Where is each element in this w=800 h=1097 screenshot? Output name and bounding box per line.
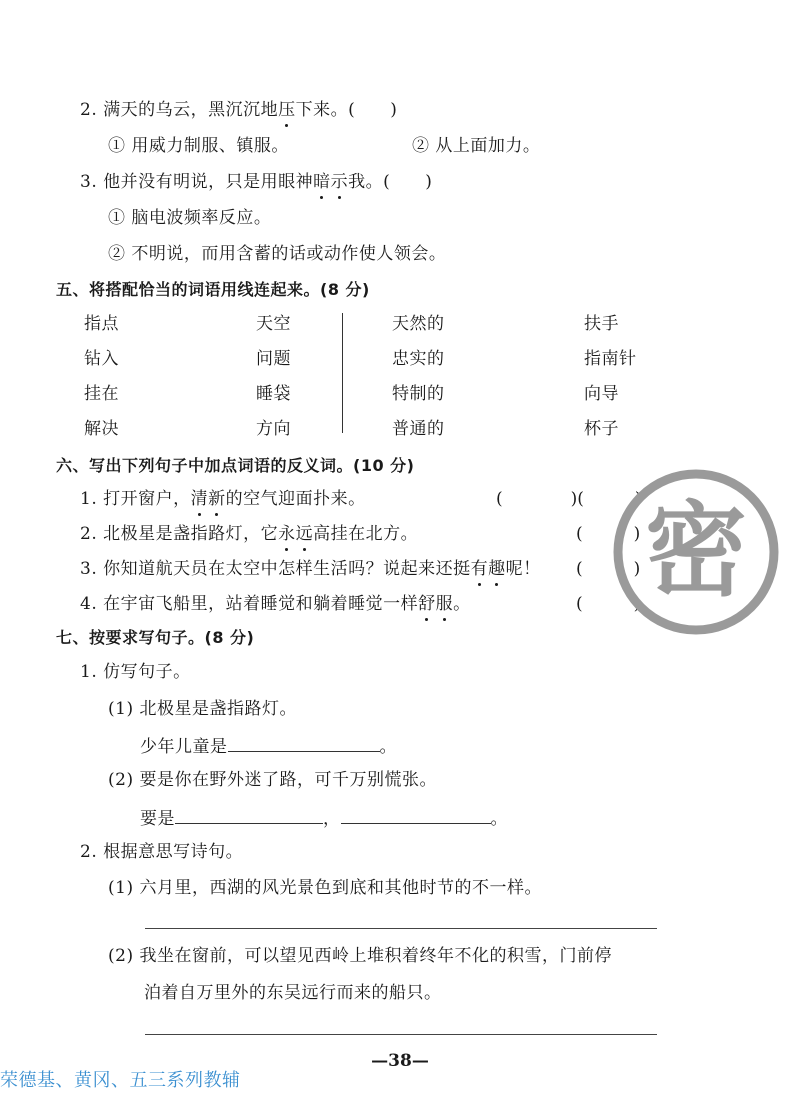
dotted-char: 服 xyxy=(435,594,454,614)
dotted-char: 清 xyxy=(190,489,209,509)
answer-line[interactable] xyxy=(145,928,657,929)
answer-blank[interactable] xyxy=(341,805,491,824)
q7-1-1-answer: 少年儿童是 。 xyxy=(140,733,397,758)
match-col2-item: 天空 xyxy=(256,314,291,334)
answer-blank[interactable] xyxy=(228,733,380,752)
page-number: —38— xyxy=(371,1051,429,1071)
match-col2-item: 睡袋 xyxy=(256,384,291,404)
match-col4-item: 指南针 xyxy=(584,349,637,369)
match-col4-item: 杯子 xyxy=(584,419,619,439)
q7-1-2-prompt: (2) 要是你在野外迷了路，可千万别慌张。 xyxy=(108,770,437,790)
q7-2-2-prompt-line2: 泊着自万里外的东吴远行而来的船只。 xyxy=(144,983,442,1003)
stamp-glyph: 密 xyxy=(645,492,747,611)
answer-parens[interactable]: ( ) xyxy=(576,594,641,614)
sentence-4: 4. 在宇宙飞船里，站着睡觉和躺着睡觉一样舒服。 xyxy=(80,594,471,614)
dotted-char: 趣 xyxy=(488,559,506,579)
dotted-char: 压 xyxy=(278,100,296,120)
dotted-char: 舒 xyxy=(418,594,436,614)
q7-2-2-prompt-line1: (2) 我坐在窗前，可以望见西岭上堆积着终年不化的积雪，门前停 xyxy=(108,946,612,966)
q7-2-title: 2. 根据意思写诗句。 xyxy=(80,842,244,862)
answer-parens[interactable]: ( ) xyxy=(576,559,641,579)
answer-parens[interactable]: ( )( ) xyxy=(496,489,642,509)
match-col2-item: 问题 xyxy=(256,349,291,369)
publisher-footer: 荣德基、黄冈、五三系列教辅 xyxy=(0,1070,241,1091)
match-col4-item: 向导 xyxy=(584,384,619,404)
dotted-char: 新 xyxy=(208,489,226,509)
dotted-char: 永 xyxy=(278,524,296,544)
answer-blank[interactable] xyxy=(175,805,323,824)
q2-option-1: ① 用威力制服、镇服。 xyxy=(108,136,289,156)
match-col1-item: 解决 xyxy=(84,419,119,439)
section7-heading: 七、按要求写句子。(8 分) xyxy=(56,628,255,647)
q2-line: 2. 满天的乌云，黑沉沉地压下来。( ) xyxy=(80,100,398,120)
q7-1-1-prompt: (1) 北极星是盏指路灯。 xyxy=(108,699,297,719)
section5-heading: 五、将搭配恰当的词语用线连起来。(8 分) xyxy=(56,280,370,299)
match-col1-item: 钻入 xyxy=(84,349,119,369)
section6-heading: 六、写出下列句子中加点词语的反义词。(10 分) xyxy=(56,456,415,475)
q7-1-2-answer: 要是 ， 。 xyxy=(140,805,508,830)
q7-2-1-prompt: (1) 六月里，西湖的风光景色到底和其他时节的不一样。 xyxy=(108,878,542,898)
q3-option-2: ② 不明说，而用含蓄的话或动作使人领会。 xyxy=(108,244,447,264)
sentence-2: 2. 北极星是盏指路灯，它永远高挂在北方。 xyxy=(80,524,419,544)
q3-line: 3. 他并没有明说，只是用眼神暗示我。( ) xyxy=(80,172,433,192)
sentence-1: 1. 打开窗户，清新的空气迎面扑来。 xyxy=(80,489,366,509)
match-col3-item: 普通的 xyxy=(392,419,445,439)
dotted-char: 示 xyxy=(330,172,349,192)
dotted-char: 有 xyxy=(470,559,489,579)
q7-1-title: 1. 仿写句子。 xyxy=(80,662,191,682)
match-col3-item: 忠实的 xyxy=(392,349,445,369)
sentence-3: 3. 你知道航天员在太空中怎样生活吗？说起来还挺有趣呢！ xyxy=(80,559,541,579)
q3-option-1: ① 脑电波频率反应。 xyxy=(108,208,272,228)
dotted-char: 暗 xyxy=(313,172,331,192)
dotted-char: 远 xyxy=(295,524,314,544)
answer-line[interactable] xyxy=(145,1034,657,1035)
match-col1-item: 指点 xyxy=(84,314,119,334)
match-col2-item: 方向 xyxy=(256,419,291,439)
answer-parens[interactable]: ( ) xyxy=(576,524,641,544)
q2-option-2: ② 从上面加力。 xyxy=(412,136,541,156)
column-divider xyxy=(342,313,343,433)
match-col3-item: 特制的 xyxy=(392,384,445,404)
match-col1-item: 挂在 xyxy=(84,384,119,404)
match-col4-item: 扶手 xyxy=(584,314,619,334)
match-col3-item: 天然的 xyxy=(392,314,445,334)
